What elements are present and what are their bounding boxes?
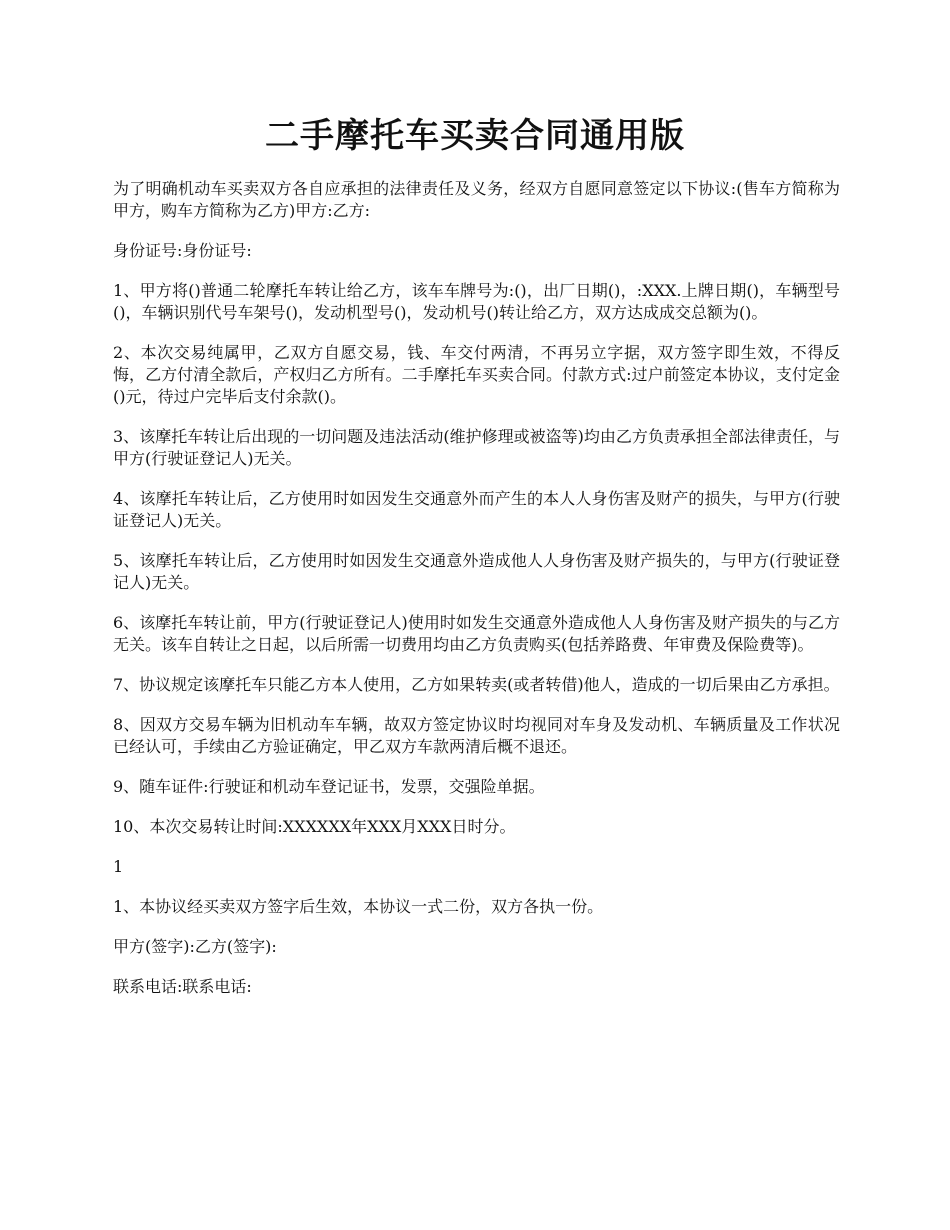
- clause-3: 3、该摩托车转让后出现的一切问题及违法活动(维护修理或被盗等)均由乙方负责承担全部法律责任，与甲方(行驶证登记人)无关。: [113, 427, 840, 468]
- clause-5: 5、该摩托车转让后，乙方使用时如因发生交通意外造成他人人身伤害及财产损失的，与甲方(行驶证登记人)无关。: [113, 551, 840, 592]
- clause-1: 1、甲方将()普通二轮摩托车转让给乙方，该车车牌号为:()，出厂日期()，:XXX.上牌日期()，车辆型号()，车辆识别代号车架号()，发动机型号()，发动机号()转让给乙方，双方达成成交总额为()。: [113, 281, 840, 322]
- id-number-line: 身份证号:身份证号:: [113, 241, 252, 260]
- document-body: [113, 178, 840, 1016]
- clause-9: 9、随车证件:行驶证和机动车登记证书，发票，交强险单据。: [113, 777, 545, 796]
- clause-8: 8、因双方交易车辆为旧机动车车辆，故双方签定协议时均视同对车身及发动机、车辆质量及工作状况已经认可，手续由乙方验证确定，甲乙双方车款两清后概不退还。: [113, 715, 840, 756]
- clause-10: 10、本次交易转让时间:XXXXXX年XXX月XXX日时分。: [113, 817, 516, 836]
- document-title: 二手摩托车买卖合同通用版: [265, 116, 685, 156]
- contact-phone-line: 联系电话:联系电话:: [113, 977, 252, 996]
- effective-clause: 1、本协议经买卖双方签字后生效，本协议一式二份，双方各执一份。: [113, 897, 604, 916]
- signature-line: 甲方(签字):乙方(签字):: [113, 937, 277, 956]
- clause-6: 6、该摩托车转让前，甲方(行驶证登记人)使用时如发生交通意外造成他人人身伤害及财产损失的与乙方无关。该车自转让之日起，以后所需一切费用均由乙方负责购买(包括养路费、年审费及保险费等)。: [113, 613, 840, 654]
- page-number: 1: [113, 857, 124, 876]
- clause-4: 4、该摩托车转让后，乙方使用时如因发生交通意外而产生的本人人身伤害及财产的损失，与甲方(行驶证登记人)无关。: [113, 489, 840, 530]
- clause-7: 7、协议规定该摩托车只能乙方本人使用，乙方如果转卖(或者转借)他人，造成的一切后果由乙方承担。: [113, 675, 840, 694]
- intro-paragraph: 为了明确机动车买卖双方各自应承担的法律责任及义务，经双方自愿同意签定以下协议:(售车方简称为甲方，购车方简称为乙方)甲方:乙方:: [113, 179, 840, 220]
- clause-2: 2、本次交易纯属甲，乙双方自愿交易，钱、车交付两清，不再另立字据，双方签字即生效，不得反悔，乙方付清全款后，产权归乙方所有。二手摩托车买卖合同。付款方式:过户前签定本协议，支付定金()元，待过户完毕后支付余款()。: [113, 343, 840, 406]
